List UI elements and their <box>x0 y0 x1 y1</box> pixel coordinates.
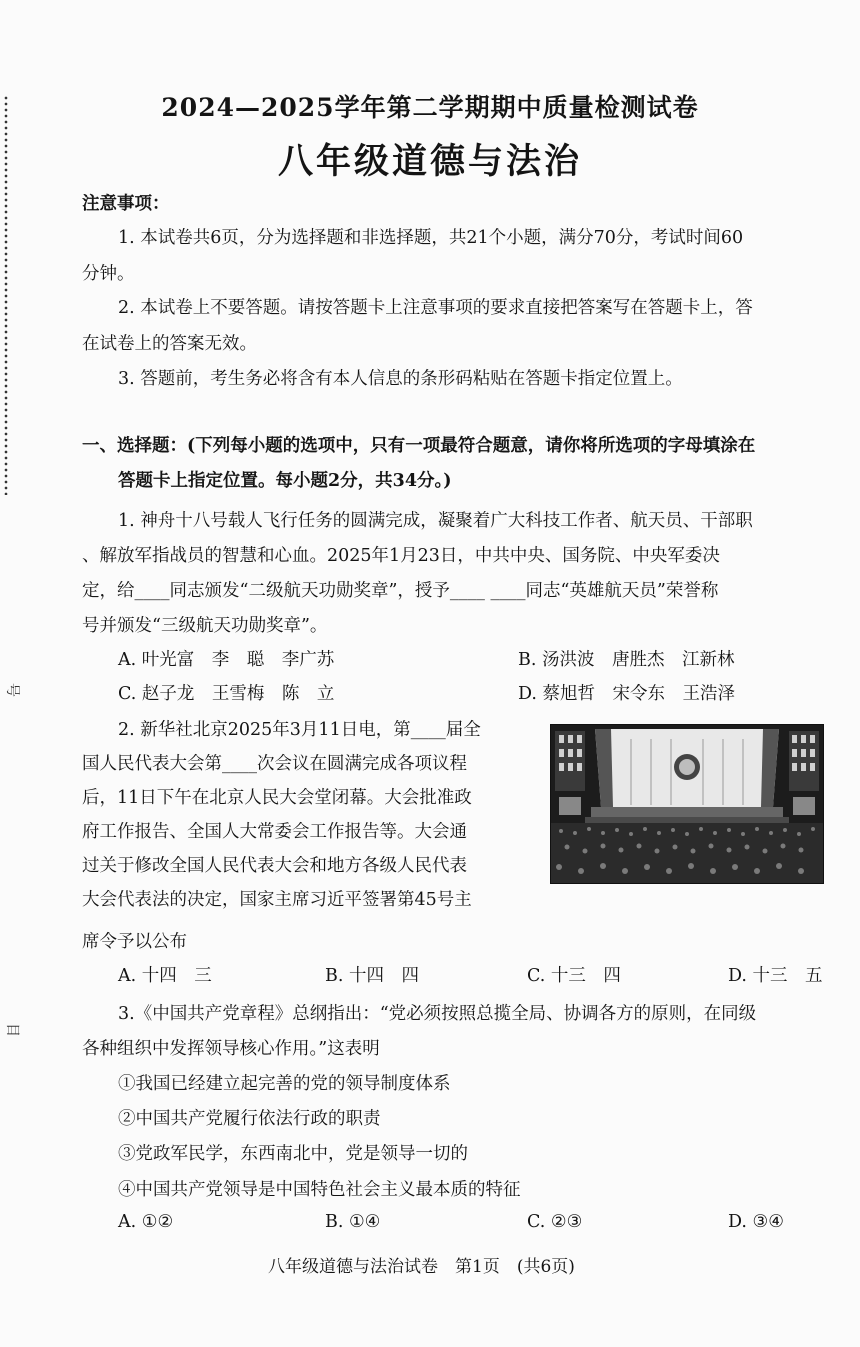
q3-line-2: 各种组织中发挥领导核心作用。”这表明 <box>82 1039 380 1059</box>
margin-mark-lower: 目 <box>4 1023 20 1037</box>
q2-line-2: 国人民代表大会第____次会议在圆满完成各项议程 <box>82 754 467 774</box>
page-footer: 八年级道德与法治试卷 第1页 (共6页) <box>268 1257 575 1277</box>
note-1-line-2: 分钟。 <box>82 264 135 284</box>
notes-heading: 注意事项： <box>82 194 170 214</box>
section-1-heading-line-2: 答题卡上指定位置。每小题2分，共34分。) <box>118 471 452 491</box>
margin-mark-upper: 号 <box>4 683 20 697</box>
q1-line-1: 1. 神舟十八号载人飞行任务的圆满完成，凝聚着广大科技工作者、航天员、干部职 <box>118 511 753 531</box>
exam-title: 2024—2025学年第二学期期中质量检测试卷 <box>161 93 699 122</box>
q1-line-2: 、解放军指战员的智慧和心血。2025年1月23日，中共中央、国务院、中央军委决 <box>82 546 720 566</box>
q2-line-6: 大会代表法的决定，国家主席习近平签署第45号主 <box>82 890 472 910</box>
q3-statement-4: ④中国共产党领导是中国特色社会主义最本质的特征 <box>118 1180 521 1200</box>
q3-statement-3: ③党政军民学，东西南北中，党是领导一切的 <box>118 1144 468 1164</box>
q3-statement-2: ②中国共产党履行依法行政的职责 <box>118 1109 381 1129</box>
q2-option-b: B. 十四 四 <box>325 966 419 986</box>
q3-statement-1: ①我国已经建立起完善的党的领导制度体系 <box>118 1074 451 1094</box>
note-2-line-1: 2. 本试卷上不要答题。请按答题卡上注意事项的要求直接把答案写在答题卡上，答 <box>118 298 753 318</box>
note-1-line-1: 1. 本试卷共6页，分为选择题和非选择题，共21个小题，满分70分，考试时间60 <box>118 228 744 248</box>
q2-line-7: 席令予以公布 <box>82 932 187 952</box>
q2-line-1: 2. 新华社北京2025年3月11日电，第____届全 <box>118 720 481 740</box>
q3-option-a: A. ①② <box>118 1212 174 1232</box>
q2-option-c: C. 十三 四 <box>527 966 621 986</box>
q3-option-d: D. ③④ <box>728 1212 784 1232</box>
q1-option-a: A. 叶光富 李 聪 李广苏 <box>118 650 335 670</box>
q1-option-d: D. 蔡旭哲 宋令东 王浩泽 <box>518 684 736 704</box>
q1-option-c: C. 赵子龙 王雪梅 陈 立 <box>118 684 335 704</box>
section-1-heading: 一、选择题：(下列每小题的选项中，只有一项最符合题意，请你将所选项的字母填涂在 <box>82 436 756 456</box>
q3-line-1: 3.《中国共产党章程》总纲指出：“党必须按照总揽全局、协调各方的原则，在同级 <box>118 1004 757 1024</box>
q3-option-b: B. ①④ <box>325 1212 381 1232</box>
q2-line-3: 后，11日下午在北京人民大会堂闭幕。大会批准政 <box>82 788 472 808</box>
q2-option-a: A. 十四 三 <box>118 966 212 986</box>
q3-option-c: C. ②③ <box>527 1212 583 1232</box>
npc-assembly-photo <box>550 724 824 884</box>
q2-line-4: 府工作报告、全国人大常委会工作报告等。大会通 <box>82 822 467 842</box>
q1-line-3: 定，给____同志颁发“二级航天功勋奖章”，授予____ ____同志“英雄航天员”荣誉称 <box>82 581 719 601</box>
subject-title: 八年级道德与法治 <box>277 141 582 182</box>
note-2-line-2: 在试卷上的答案无效。 <box>82 334 257 354</box>
q1-line-4: 号并颁发“三级航天功勋奖章”。 <box>82 616 328 636</box>
q2-line-5: 过关于修改全国人民代表大会和地方各级人民代表 <box>82 856 467 876</box>
note-3: 3. 答题前，考生务必将含有本人信息的条形码粘贴在答题卡指定位置上。 <box>118 369 683 389</box>
q1-option-b: B. 汤洪波 唐胜杰 江新林 <box>518 650 735 670</box>
q2-option-d: D. 十三 五 <box>728 966 823 986</box>
